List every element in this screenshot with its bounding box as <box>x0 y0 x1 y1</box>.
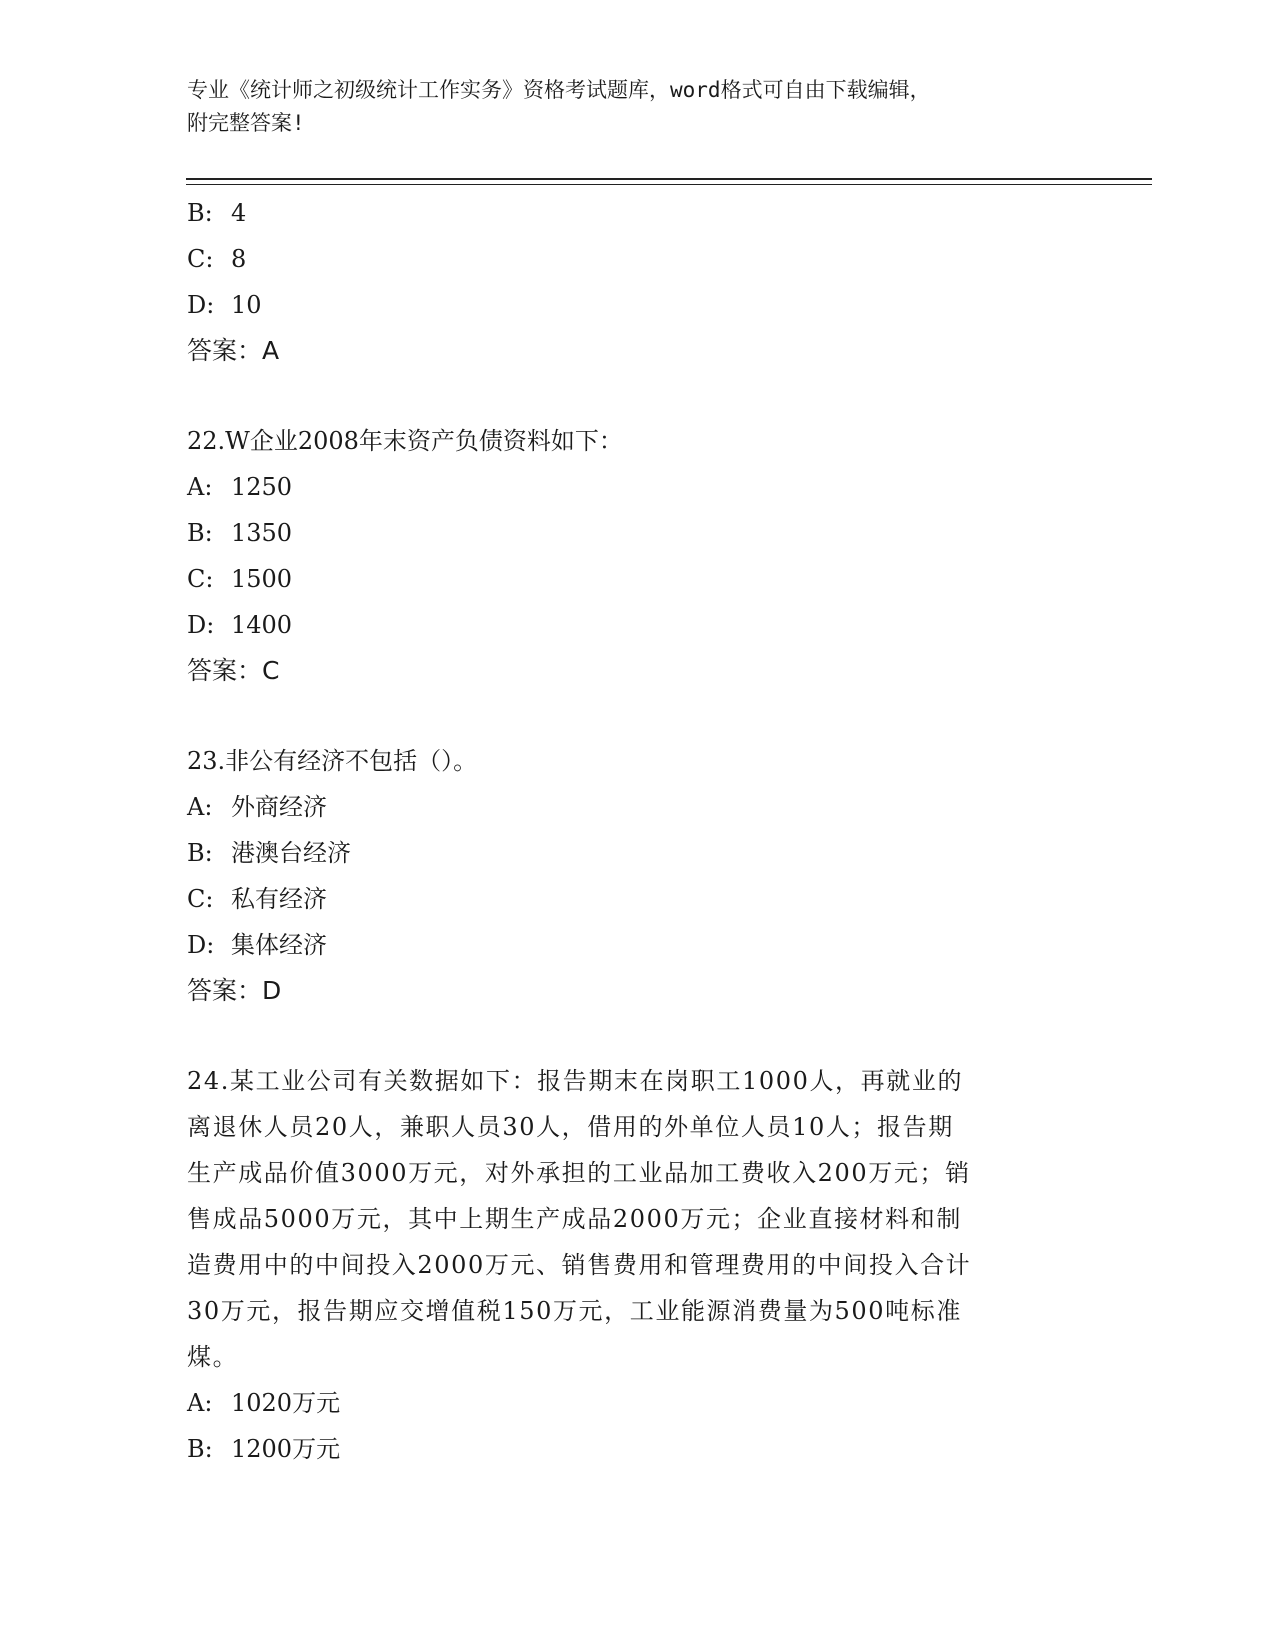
option-b <box>187 830 1087 876</box>
option-c <box>187 556 1087 602</box>
option-b <box>187 190 1087 236</box>
question-text-line: 30万元，报告期应交增值税150万元，工业能源消费量为500吨标准 <box>187 1297 962 1325</box>
option-c <box>187 236 1087 282</box>
option-d <box>187 282 1087 328</box>
header-line: 附完整答案! <box>187 111 305 135</box>
answer-line: 答案：A <box>187 336 280 365</box>
header-line: 专业《统计师之初级统计工作实务》资格考试题库，word格式可自由下载编辑， <box>187 78 931 102</box>
option-text: 1020万元 <box>231 1389 341 1417</box>
header-divider-thick <box>186 178 1152 180</box>
question-23 <box>187 738 1087 1014</box>
question-title: 23.非公有经济不包括（）。 <box>187 747 478 775</box>
option-d <box>187 922 1087 968</box>
option-letter: D: <box>187 291 215 319</box>
answer-line: 答案：D <box>187 976 282 1005</box>
question-title: 22.W企业2008年末资产负债资料如下： <box>187 427 623 455</box>
option-letter: B: <box>187 1435 213 1463</box>
answer-line: 答案：C <box>187 656 280 685</box>
option-letter: A: <box>187 793 213 821</box>
option-text: 1200万元 <box>231 1435 341 1463</box>
option-text: 1500 <box>231 565 293 593</box>
option-text: 私有经济 <box>231 885 327 913</box>
question-21-continued <box>187 190 1087 374</box>
option-text: 8 <box>231 245 247 273</box>
option-letter: D: <box>187 611 215 639</box>
option-d <box>187 602 1087 648</box>
option-letter: B: <box>187 199 213 227</box>
header-divider-thin <box>186 184 1152 185</box>
option-letter: C: <box>187 885 214 913</box>
option-b <box>187 510 1087 556</box>
option-a <box>187 464 1087 510</box>
option-text: 1250 <box>231 473 293 501</box>
document-header <box>187 74 1067 140</box>
option-c <box>187 876 1087 922</box>
question-text-line: 造费用中的中间投入2000万元、销售费用和管理费用的中间投入合计 <box>187 1251 972 1279</box>
question-text-line: 生产成品价值3000万元，对外承担的工业品加工费收入200万元；销 <box>187 1159 971 1187</box>
option-letter: B: <box>187 839 213 867</box>
question-24 <box>187 1058 1087 1472</box>
question-text-line: 售成品5000万元，其中上期生产成品2000万元；企业直接材料和制 <box>187 1205 962 1233</box>
question-text-line: 离退休人员20人，兼职人员30人，借用的外单位人员10人；报告期 <box>187 1113 954 1141</box>
question-text-line: 煤。 <box>187 1343 239 1371</box>
document-body <box>187 190 1087 1472</box>
question-text-line: 24.某工业公司有关数据如下：报告期末在岗职工1000人，再就业的 <box>187 1067 964 1095</box>
option-text: 集体经济 <box>231 931 327 959</box>
option-text: 10 <box>231 291 262 319</box>
question-body <box>187 1058 1087 1380</box>
option-letter: D: <box>187 931 215 959</box>
option-a <box>187 784 1087 830</box>
option-letter: A: <box>187 473 213 501</box>
option-letter: A: <box>187 1389 213 1417</box>
option-text: 4 <box>231 199 247 227</box>
option-letter: C: <box>187 565 214 593</box>
option-b <box>187 1426 1087 1472</box>
option-text: 1350 <box>231 519 293 547</box>
option-letter: C: <box>187 245 214 273</box>
option-text: 港澳台经济 <box>231 839 351 867</box>
option-text: 外商经济 <box>231 793 327 821</box>
question-22 <box>187 418 1087 694</box>
option-text: 1400 <box>231 611 293 639</box>
option-letter: B: <box>187 519 213 547</box>
option-a <box>187 1380 1087 1426</box>
